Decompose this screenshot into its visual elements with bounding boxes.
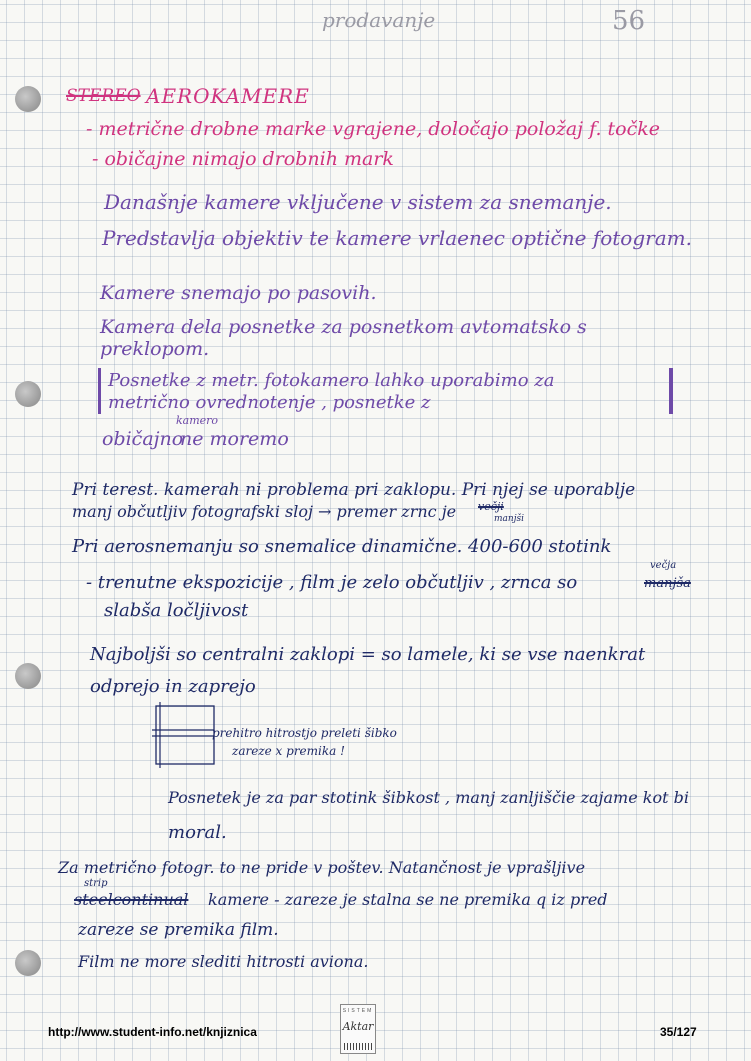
paragraph-terest-2-sub: manjši [494,514,524,524]
section-heading: AEROKAMERE [146,84,310,108]
paragraph-terest-2-struck: večji [478,500,504,513]
note-line-danasnje: Današnje kamere vključene v sistem za snemanje. [104,190,612,214]
note-line-kamera-dela: Kamera dela posnetke za posnetkom avtomatsko s [100,316,587,338]
paragraph-najbolj-2: odprejo in zaprejo [90,676,256,697]
note-line-obicajno-sup: kamero [176,414,219,427]
sistem-aktar-stamp [340,1004,376,1054]
binder-hole [15,663,41,689]
box-line-2: metrično ovrednotenje , posnetke z [108,392,431,413]
paragraph-zareze: zareze se premika film. [78,920,279,940]
paragraph-moral: moral. [168,822,227,843]
binder-hole [15,381,41,407]
note-line-obicajno: običajno [102,428,184,450]
paragraph-steel-struck: steelcontinual [74,890,189,909]
note-line-kamere-snemajo: Kamere snemajo po pasovih. [100,282,377,304]
paragraph-strip-sup: strip [84,878,108,889]
page-header-title: prodavanje [322,8,436,32]
note-line-obicajne: - običajne nimajo drobnih mark [92,148,394,170]
paragraph-aero-2: - trenutne ekspozicije , film je zelo občutljiv , zrnca so [86,572,578,593]
footer-url-link[interactable]: http://www.student-info.net/knjiznica [48,1025,257,1039]
paragraph-aero-2-struck: manjša [644,576,691,591]
paragraph-aero-1: Pri aerosnemanju so snemalice dinamične. 400-600 stotink [72,536,612,557]
sketch-label-1: prehitro hitrostjo preleti šibko [212,726,397,740]
sketch-label-2: zareze x premika ! [232,744,345,758]
paragraph-najbolj-1: Najboljši so centralni zaklopi = so lamele, ki se vse naenkrat [90,644,646,665]
paragraph-posnetek: Posnetek je za par stotink šibkost , manj zanljiščie zajame kot bi [168,788,689,807]
stamp-barcode [344,1043,372,1050]
binder-hole [15,950,41,976]
box-line-1: Posnetke z metr. fotokamero lahko uporabimo za [108,370,555,391]
paragraph-film: Film ne more slediti hitrosti aviona. [78,952,369,971]
heading-struck: STEREO [66,86,141,106]
paragraph-terest-2: manj občutljiv fotografski sloj → premer zrnc je [72,502,457,521]
paragraph-aero-3: slabša ločljivost [104,600,249,621]
note-line-preklopom: preklopom. [100,338,210,360]
note-line-predstavlja: Predstavlja objektiv te kamere vrlaenec optične fotogram. [102,226,692,250]
page-count: 35/127 [660,1025,697,1039]
binder-hole [15,86,41,112]
stamp-logo: Aktar [342,1020,374,1033]
paragraph-za-metricno: Za metrično fotogr. to ne pride v poštev. Natančnost je vprašljive [58,858,586,877]
paragraph-aero-2-sup: večja [650,560,677,571]
stamp-top-text: SISTEM [342,1008,374,1014]
paragraph-terest-1: Pri terest. kamerah ni problema pri zaklopu. Pri njej se uporablje [72,480,636,500]
note-line-metricne: - metrične drobne marke vgrajene, določajo položaj f. točke [86,118,661,140]
note-line-ne-moremo: ne moremo [180,428,289,450]
paragraph-steel: kamere - zareze je stalna se ne premika q iz pred [208,890,608,909]
page-header-number: 56 [612,6,646,36]
